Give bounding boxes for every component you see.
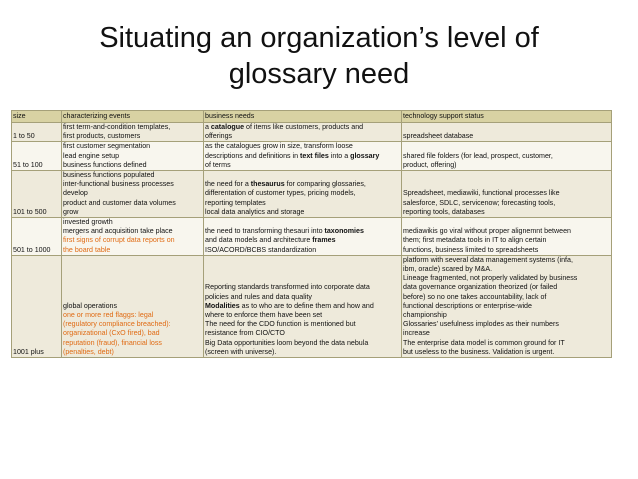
needs-text: descriptions and definitions in (205, 151, 301, 160)
events-cell (62, 218, 204, 256)
needs-text: for comparing glossaries, (284, 180, 366, 189)
header-business-needs: business needs (204, 111, 402, 123)
needs-keyword: Modalities (205, 301, 240, 310)
events-line-highlight: (regulatory compliance breached): (63, 320, 171, 329)
tech-line: salesforce, SDLC, servicenow; forecasting tools, (403, 198, 556, 207)
needs-keyword: text files (300, 151, 329, 160)
needs-cell (204, 218, 402, 256)
tech-line: increase (403, 329, 430, 338)
events-line: mergers and acquisition take place (63, 227, 173, 236)
events-line: global operations (63, 301, 118, 310)
events-line: lead engine setup (63, 151, 120, 160)
tech-cell (402, 171, 612, 218)
needs-line: of terms (205, 160, 231, 169)
tech-line: functional descriptions or enterprise-wide (403, 301, 532, 310)
tech-line: functions, business limited to spreadsheets (403, 245, 539, 254)
table-row (12, 218, 612, 256)
needs-cell (204, 255, 402, 357)
glossary-need-table (11, 110, 612, 358)
events-line: business functions populated (63, 171, 155, 180)
needs-text: as to who are to define them and how and (239, 301, 374, 310)
events-line: product and customer data volumes (63, 198, 176, 207)
events-line-highlight: first signs of corrupt data reports on (63, 236, 175, 245)
events-line-highlight: reputation (fraud), financial loss (63, 338, 162, 347)
table-header-row (12, 111, 612, 123)
tech-line: product, offering) (403, 160, 457, 169)
tech-line: Glossaries’ usefulness implodes as their numbers (403, 320, 559, 329)
events-line: develop (63, 189, 88, 198)
needs-cell (204, 142, 402, 171)
needs-text: the need for a (205, 180, 251, 189)
tech-line: but useless to the business. Validation is urgent. (403, 347, 555, 356)
events-line: invested growth (63, 218, 113, 227)
needs-line: as the catalogues grow in size, transform loose (205, 142, 353, 151)
header-characterizing-events: characterizing events (62, 111, 204, 123)
events-line-highlight: the board table (63, 245, 111, 254)
needs-line (205, 152, 400, 161)
tech-cell (402, 123, 612, 142)
needs-text: into a (328, 151, 351, 160)
events-line: grow (63, 207, 79, 216)
size-cell: 51 to 100 (12, 142, 62, 171)
needs-line: Big Data opportunities loom beyond the data nebula (205, 338, 369, 347)
tech-line: Spreadsheet, mediawiki, functional processes like (403, 189, 560, 198)
needs-line: ISO/ACORD/BCBS standardization (205, 245, 317, 254)
events-line-highlight: (penalties, debt) (63, 347, 114, 356)
tech-cell (402, 218, 612, 256)
table-row (12, 171, 612, 218)
table-row (12, 123, 612, 142)
size-cell: 1001 plus (12, 255, 62, 357)
title-line-1: Situating an organization’s level of (99, 22, 539, 54)
slide-title (40, 20, 598, 92)
tech-cell (402, 255, 612, 357)
needs-keyword: thesaurus (250, 180, 285, 189)
table-row (12, 255, 612, 357)
size-cell: 1 to 50 (12, 123, 62, 142)
needs-line: where to enforce them have been set (205, 311, 323, 320)
needs-text: a (205, 123, 211, 131)
events-cell (62, 171, 204, 218)
tech-line: mediawikis go viral without proper alignemnt between (403, 227, 571, 236)
events-cell (62, 142, 204, 171)
needs-line: policies and rules and data quality (205, 292, 312, 301)
events-line: inter-functional business processes (63, 180, 174, 189)
events-cell (62, 123, 204, 142)
size-cell: 501 to 1000 (12, 218, 62, 256)
events-line: first products, customers (63, 132, 141, 141)
needs-line (205, 236, 400, 245)
events-line-highlight: organizational (CxO fired), bad (63, 329, 160, 338)
tech-line: ibm, oracle) scared by M&A. (403, 265, 493, 274)
needs-cell (204, 171, 402, 218)
needs-keyword: taxonomies (324, 227, 364, 236)
tech-line: reporting tools, databases (403, 207, 485, 216)
needs-line (205, 227, 400, 236)
tech-line: spreadsheet database (403, 132, 474, 141)
needs-line: (screen with universe). (205, 347, 277, 356)
needs-keyword: frames (312, 236, 336, 245)
tech-line: before) so no one takes accountability, lack of (403, 292, 547, 301)
size-cell: 101 to 500 (12, 171, 62, 218)
needs-line: reporting templates (205, 198, 266, 207)
needs-line: Reporting standards transformed into corporate data (205, 283, 370, 292)
needs-line: differentation of customer types, pricing models, (205, 189, 356, 198)
needs-line: resistance from CIO/CTO (205, 329, 285, 338)
needs-keyword: catalogue (210, 123, 245, 131)
needs-keyword: glossary (350, 151, 380, 160)
tech-line: them; first metadata tools in IT to align certain (403, 236, 547, 245)
needs-line (205, 180, 400, 189)
events-cell (62, 255, 204, 357)
events-line: business functions defined (63, 160, 147, 169)
needs-text: and data models and architecture (205, 236, 313, 245)
tech-line: championship (403, 311, 447, 320)
events-line-highlight: one or more red flaggs: legal (63, 311, 154, 320)
events-line: first customer segmentation (63, 142, 151, 151)
tech-line: data governance organization theorized (or failed (403, 283, 558, 292)
tech-cell (402, 142, 612, 171)
events-line: first term-and-condition templates, (63, 123, 171, 131)
tech-line: Lineage fragmented, not properly validated by business (403, 274, 578, 283)
tech-line: shared file folders (for lead, prospect, customer, (403, 151, 553, 160)
header-technology-support-status: technology support status (402, 111, 612, 123)
needs-text: of items like customers, products and (244, 123, 364, 131)
needs-line: The need for the CDO function is mentioned but (205, 320, 356, 329)
header-size: size (12, 111, 62, 123)
needs-line: offerings (205, 132, 233, 141)
table-row (12, 142, 612, 171)
tech-line: The enterprise data model is common ground for IT (403, 338, 565, 347)
needs-line (205, 302, 400, 311)
tech-line: platform with several data management systems (infa, (403, 255, 573, 264)
needs-text: the need to transforming thesauri into (205, 227, 325, 236)
needs-line: local data analytics and storage (205, 207, 305, 216)
needs-line (205, 123, 400, 132)
needs-cell (204, 123, 402, 142)
title-line-2: glossary need (228, 58, 410, 90)
